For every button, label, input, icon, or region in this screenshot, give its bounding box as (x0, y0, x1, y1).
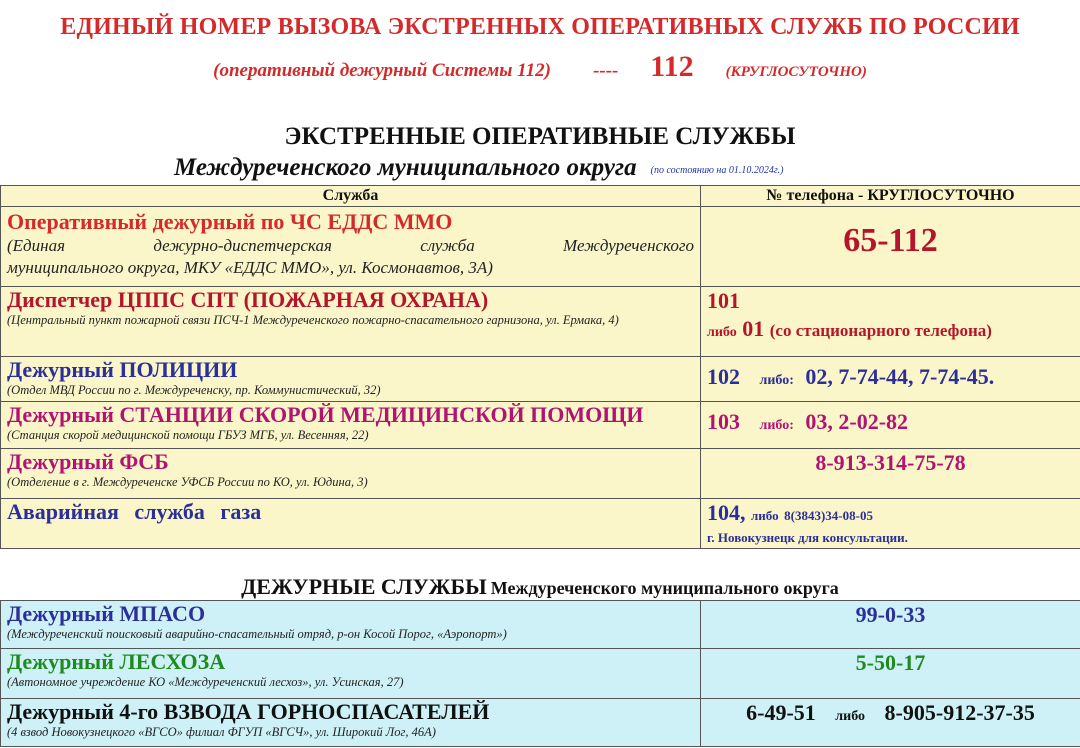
section2-title-a: ДЕЖУРНЫЕ СЛУЖБЫ (241, 574, 487, 599)
phone-alt-prefix: либо (751, 508, 779, 523)
phone-alt (707, 315, 1074, 347)
subtitle-right: (КРУГЛОСУТОЧНО) (725, 64, 867, 80)
service-desc: (Автономное учреждение КО «Междуреченский лесхоз», ул. Усинская, 27) (7, 675, 404, 689)
phone-number: 8-913-314-75-78 (815, 450, 966, 475)
page-title: ЕДИНЫЙ НОМЕР ВЫЗОВА ЭКСТРЕННЫХ ОПЕРАТИВНЫХ СЛУЖБ ПО РОССИИ (60, 14, 1020, 40)
phone-alt-prefix: либо: (759, 418, 794, 433)
table-row (1, 357, 1080, 402)
phone-cell (701, 357, 1080, 402)
col-header-service: Служба (1, 186, 701, 207)
subtitle-dash: ---- (592, 60, 619, 81)
service-cell (1, 449, 701, 499)
phone-number: 65-112 (843, 222, 938, 259)
service-desc: (Станция скорой медицинской помощи ГБУЗ МГБ, ул. Весенняя, 22) (7, 428, 369, 442)
phone-cell (701, 449, 1080, 499)
phone-line (707, 357, 1074, 395)
table-row (1, 449, 1080, 499)
service-name: Аварийная служба газа (7, 499, 262, 524)
section1-subtitle-text: Междуреченского муниципального округа (174, 154, 637, 181)
phone-alt-prefix: либо: (759, 373, 794, 388)
service-name: Дежурный СТАНЦИИ СКОРОЙ МЕДИЦИНСКОЙ ПОМОЩИ (7, 402, 644, 427)
duty-services-table (0, 600, 1080, 747)
service-desc: (Отделение в г. Междуреченске УФСБ России по КО, ул. Юдина, 3) (7, 475, 368, 489)
service-name: Дежурный МПАСО (7, 601, 206, 626)
emergency-number: 112 (650, 50, 694, 83)
service-name: Диспетчер ЦППС СПТ (ПОЖАРНАЯ ОХРАНА) (7, 287, 489, 312)
emergency-services-table (0, 185, 1080, 549)
service-desc: (4 взвод Новокузнецкого «ВГСО» филиал ФГУП «ВГСЧ», ул. Широкий Лог, 46А) (7, 725, 436, 739)
section1-title: ЭКСТРЕННЫЕ ОПЕРАТИВНЫЕ СЛУЖБЫ (284, 123, 796, 150)
table-row (1, 207, 1080, 287)
service-cell (1, 649, 701, 699)
table-row (1, 601, 1080, 649)
page-subtitle (0, 50, 1080, 84)
phone-alt: 02, 7-74-44, 7-74-45. (805, 364, 995, 389)
service-desc-line2: муниципального округа, МКУ «ЕДДС ММО», ул. Космонавтов, 3А) (7, 258, 493, 277)
phone-cell (701, 287, 1080, 357)
section2-title (0, 574, 1080, 600)
phone-number: 101 (707, 288, 740, 313)
service-cell (1, 699, 701, 747)
service-cell (1, 207, 701, 287)
service-cell (1, 601, 701, 649)
col-header-phone: № телефона - КРУГЛОСУТОЧНО (701, 186, 1080, 207)
service-cell (1, 357, 701, 402)
service-name: Дежурный ЛЕСХОЗА (7, 649, 226, 674)
phone-cell (701, 649, 1080, 699)
phone-number: 5-50-17 (855, 650, 926, 675)
phone-cell (701, 601, 1080, 649)
phone-alt-note: (со стационарного телефона) (769, 321, 992, 340)
service-cell (1, 499, 701, 549)
phone-cell (701, 207, 1080, 287)
service-cell (1, 287, 701, 357)
date-note: (по состоянию на 01.10.2024г.) (650, 165, 784, 176)
section2-title-b: Междуреченского муниципального округа (490, 578, 839, 598)
phone-line (707, 499, 1074, 530)
table-row (1, 649, 1080, 699)
phone-number: 104, (707, 500, 746, 525)
service-desc: (Отдел МВД России по г. Междуреченску, пр. Коммунистический, 32) (7, 383, 381, 397)
table-row (1, 402, 1080, 449)
phone-alt: 8-905-912-37-35 (884, 700, 1035, 725)
table-header-row (1, 186, 1080, 207)
phone-cell (701, 499, 1080, 549)
service-name: Оперативный дежурный по ЧС ЕДДС ММО (7, 209, 453, 234)
phone-number: 99-0-33 (855, 602, 926, 627)
section1-subtitle (174, 154, 783, 182)
service-name: Дежурный 4-го ВЗВОДА ГОРНОСПАСАТЕЛЕЙ (7, 699, 490, 724)
phone-alt-prefix: либо (707, 325, 737, 340)
table-row (1, 699, 1080, 747)
service-desc-line1: (Единая дежурно-диспетчерская служба Междуреченского (7, 236, 694, 255)
table-row (1, 499, 1080, 549)
service-name: Дежурный ПОЛИЦИИ (7, 357, 238, 382)
phone-alt: 8(3843)34-08-05 (784, 508, 873, 523)
phone-number: 102 (707, 364, 740, 389)
subtitle-left: (оперативный дежурный Системы 112) (213, 60, 551, 81)
phone-line (707, 402, 1074, 440)
table-row (1, 287, 1080, 357)
service-cell (1, 402, 701, 449)
phone-number: 103 (707, 409, 740, 434)
phone-alt-number: 01 (742, 316, 765, 341)
service-desc: (Междуреченский поисковый аварийно-спасательный отряд, р-он Косой Порог, «Аэропорт») (7, 627, 507, 641)
phone-number: 6-49-51 (746, 700, 816, 725)
phone-note: г. Новокузнецк для консультации. (707, 530, 908, 545)
phone-cell (701, 699, 1080, 747)
service-desc: (Центральный пункт пожарной связи ПСЧ-1 Междуреченского пожарно-спасательного гарнизона, ул. Ермака, 4) (7, 313, 619, 327)
phone-line (707, 699, 1074, 731)
phone-cell (701, 402, 1080, 449)
service-name: Дежурный ФСБ (7, 449, 169, 474)
phone-alt: 03, 2-02-82 (805, 409, 909, 434)
phone-alt-prefix: либо (835, 709, 866, 724)
